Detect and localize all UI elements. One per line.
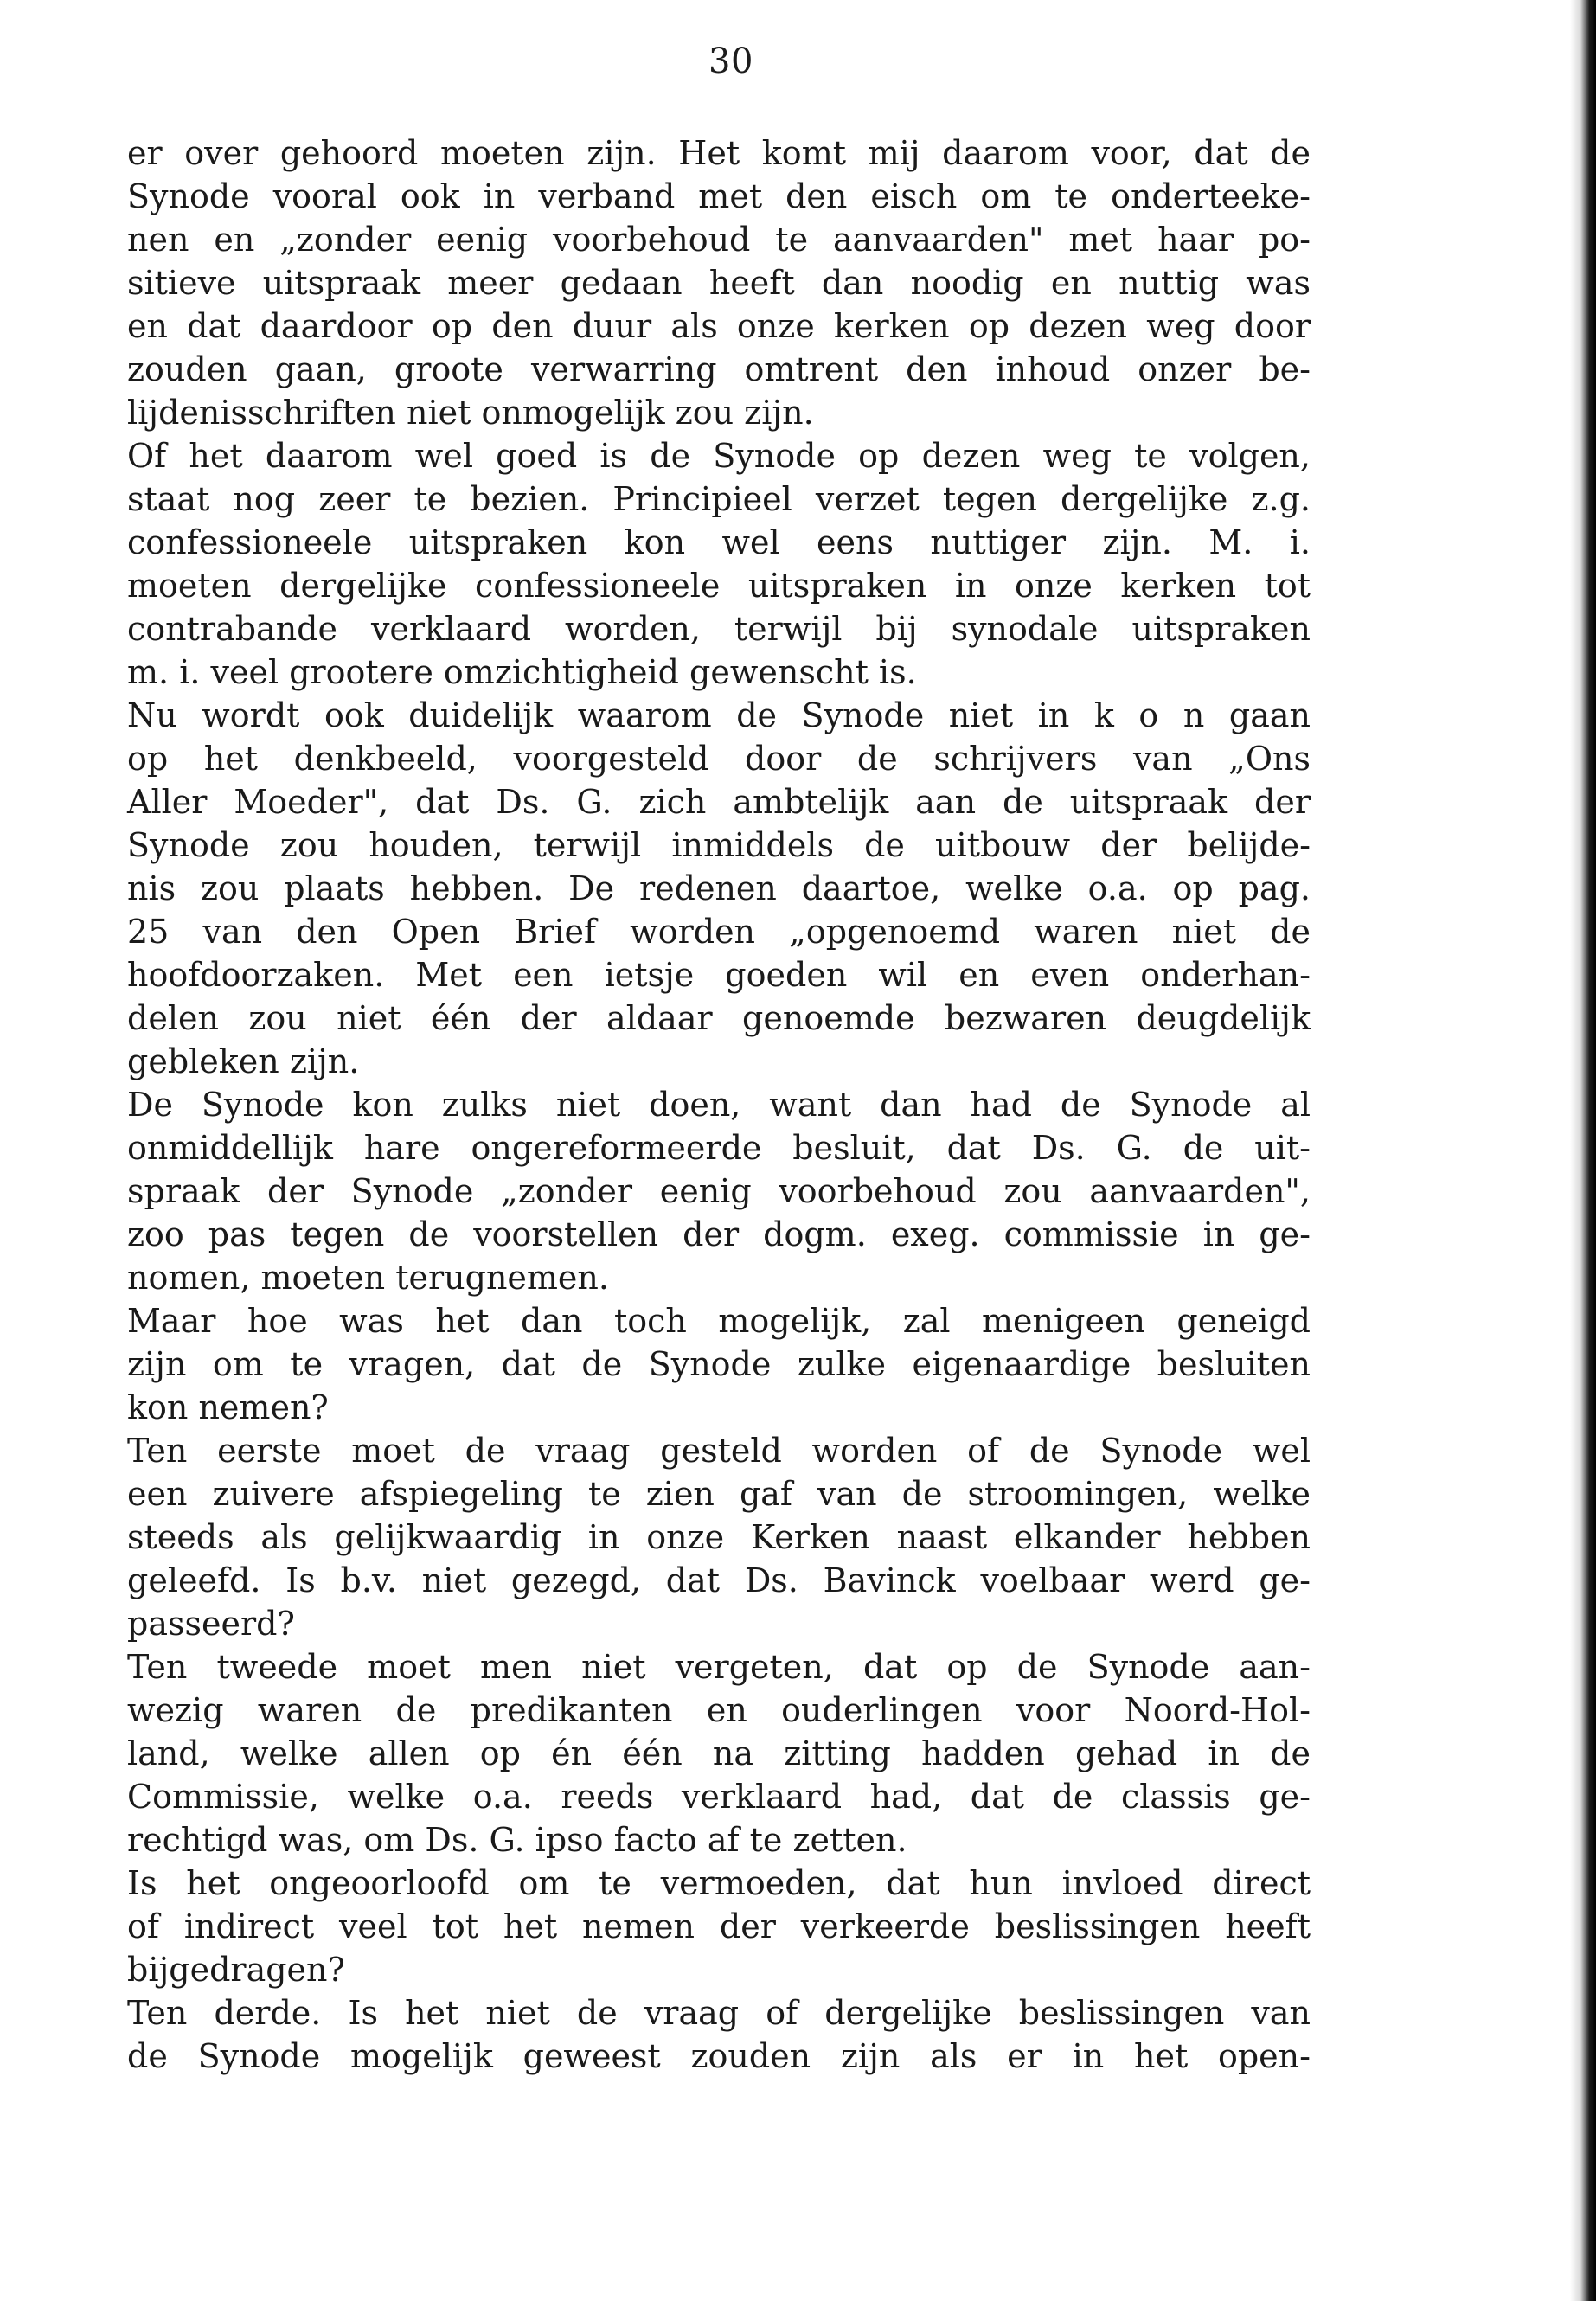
text-line: passeerd? [127, 1605, 295, 1643]
text-line: De Synode kon zulks niet doen, want dan had de Synode al [127, 1086, 1311, 1124]
text-line: of indirect veel tot het nemen der verkeerde beslissingen heeft [127, 1907, 1311, 1945]
scan-edge-shadow [1570, 0, 1596, 2301]
text-line: m. i. veel grootere omzichtigheid gewenscht is. [127, 653, 917, 691]
text-line: lijdenisschriften niet onmogelijk zou zijn. [127, 394, 814, 432]
text-line: gebleken zijn. [127, 1042, 360, 1080]
text-line: zijn om te vragen, dat de Synode zulke eigenaardige besluiten [127, 1345, 1311, 1383]
text-line: zouden gaan, groote verwarring omtrent den inhoud onzer be- [127, 350, 1311, 388]
text-line: Aller Moeder", dat Ds. G. zich ambtelijk aan de uitspraak der [127, 783, 1311, 821]
paragraph-7 [127, 1645, 1311, 1862]
page-number: 30 [708, 42, 753, 81]
text-line: kon nemen? [127, 1388, 329, 1426]
text-line: 25 van den Open Brief worden „opgenoemd waren niet de [127, 913, 1311, 951]
text-line: een zuivere afspiegeling te zien gaf van de stroomingen, welke [127, 1475, 1311, 1513]
text-line: nen en „zonder eenig voorbehoud te aanvaarden" met haar po- [127, 221, 1311, 259]
text-line: nomen, moeten terugnemen. [127, 1259, 609, 1297]
text-line: wezig waren de predikanten en ouderlingen voor Noord-Hol- [127, 1691, 1311, 1729]
paragraph-3 [127, 694, 1311, 1083]
paragraph-9 [127, 1991, 1311, 2078]
text-line: hoofdoorzaken. Met een ietsje goeden wil en even onderhan- [127, 956, 1311, 994]
text-line: Ten eerste moet de vraag gesteld worden of de Synode wel [127, 1432, 1311, 1470]
text-line: Maar hoe was het dan toch mogelijk, zal menigeen geneigd [127, 1302, 1311, 1340]
text-line: en dat daardoor op den duur als onze kerken op dezen weg door [127, 307, 1311, 345]
text-line: confessioneele uitspraken kon wel eens nuttiger zijn. M. i. [127, 523, 1311, 561]
text-line: Ten tweede moet men niet vergeten, dat op de Synode aan- [127, 1648, 1311, 1686]
text-line: sitieve uitspraak meer gedaan heeft dan noodig en nuttig was [127, 264, 1311, 302]
text-line: Is het ongeoorloofd om te vermoeden, dat hun invloed direct [127, 1864, 1311, 1902]
text-line: land, welke allen op én één na zitting hadden gehad in de [127, 1734, 1311, 1772]
text-line: Nu wordt ook duidelijk waarom de Synode niet in k o n gaan [127, 696, 1311, 734]
text-line: staat nog zeer te bezien. Principieel verzet tegen dergelijke z.g. [127, 480, 1311, 518]
text-line: steeds als gelijkwaardig in onze Kerken naast elkander hebben [127, 1518, 1311, 1556]
paragraph-1 [127, 131, 1311, 434]
text-line: nis zou plaats hebben. De redenen daartoe, welke o.a. op pag. [127, 869, 1311, 907]
text-line: contrabande verklaard worden, terwijl bij synodale uitspraken [127, 610, 1311, 648]
paragraph-5 [127, 1299, 1311, 1429]
text-line: spraak der Synode „zonder eenig voorbehoud zou aanvaarden", [127, 1172, 1311, 1210]
paragraph-2 [127, 434, 1311, 694]
paragraph-8 [127, 1862, 1311, 1991]
text-line: Synode vooral ook in verband met den eisch om te onderteeke- [127, 177, 1311, 215]
text-line: Of het daarom wel goed is de Synode op dezen weg te volgen, [127, 437, 1311, 475]
paragraph-6 [127, 1429, 1311, 1645]
text-line: onmiddellijk hare ongereformeerde besluit, dat Ds. G. de uit- [127, 1129, 1311, 1167]
text-line: op het denkbeeld, voorgesteld door de schrijvers van „Ons [127, 740, 1311, 778]
text-line: geleefd. Is b.v. niet gezegd, dat Ds. Bavinck voelbaar werd ge- [127, 1561, 1311, 1599]
text-line: moeten dergelijke confessioneele uitspraken in onze kerken tot [127, 567, 1311, 605]
text-line: de Synode mogelijk geweest zouden zijn als er in het open- [127, 2037, 1311, 2075]
text-line: Synode zou houden, terwijl inmiddels de uitbouw der belijde- [127, 826, 1311, 864]
text-line: er over gehoord moeten zijn. Het komt mij daarom voor, dat de [127, 134, 1311, 172]
body-text [127, 131, 1311, 2078]
text-line: Ten derde. Is het niet de vraag of dergelijke beslissingen van [127, 1994, 1311, 2032]
text-line: bijgedragen? [127, 1951, 345, 1989]
text-line: rechtigd was, om Ds. G. ipso facto af te zetten. [127, 1821, 907, 1859]
text-line: delen zou niet één der aldaar genoemde bezwaren deugdelijk [127, 999, 1311, 1037]
paragraph-4 [127, 1083, 1311, 1299]
text-line: Commissie, welke o.a. reeds verklaard had, dat de classis ge- [127, 1778, 1311, 1816]
text-line: zoo pas tegen de voorstellen der dogm. exeg. commissie in ge- [127, 1215, 1311, 1253]
